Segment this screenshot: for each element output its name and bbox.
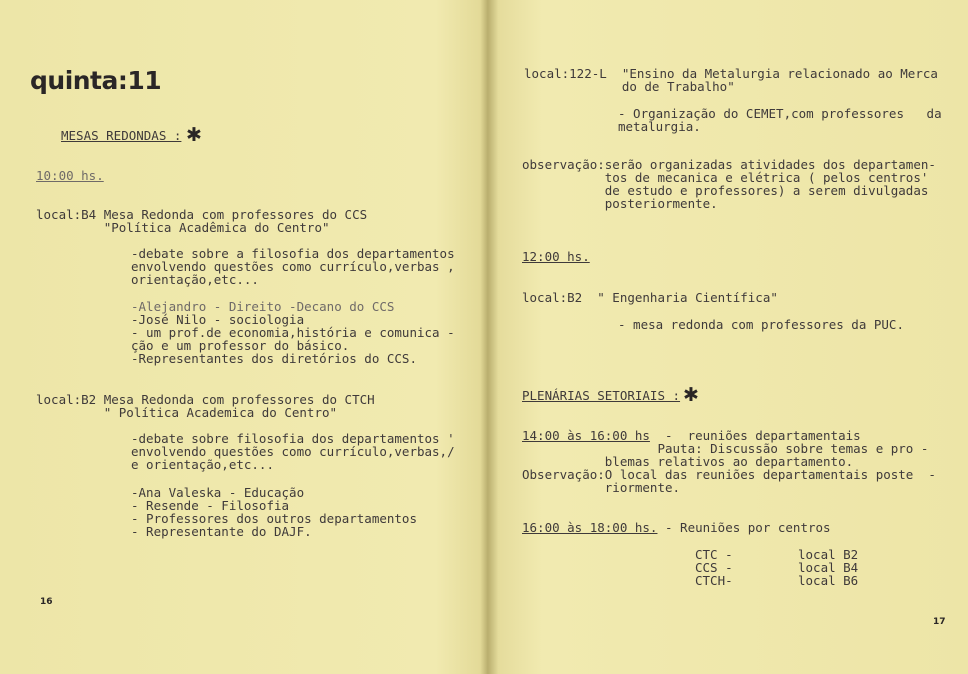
session-header-line: "Política Acadêmica do Centro" [36, 220, 330, 235]
observation-line: Observação:O local das reuniões departamentais poste - [522, 467, 936, 482]
debate-line: envolvendo questões como currículo,verbas,/ [131, 444, 455, 459]
centro-name: CCS - [695, 560, 733, 575]
observation-line: de estudo e professores) a serem divulgadas [522, 183, 929, 198]
block-line: local:B2 " Engenharia Científica" [522, 290, 778, 305]
participant-line: -Alejandro - Direito -Decano do CCS [131, 299, 395, 314]
page-number: 17 [933, 617, 946, 627]
centro-local: local B2 [798, 547, 859, 562]
session-time: 14:00 às 16:00 hs [522, 428, 650, 443]
centro-name: CTCH- [695, 573, 733, 588]
observation-line: observação:serão organizadas atividades dos departamen- [522, 157, 936, 172]
block-detail: - mesa redonda com professores da PUC. [618, 317, 904, 332]
time-line [522, 521, 831, 534]
pauta-line: Pauta: Discussão sobre temas e pro - [522, 441, 929, 456]
block-detail: metalurgia. [618, 119, 701, 134]
participant-line: - um prof.de economia,história e comunica - [131, 325, 455, 340]
session-time: 10:00 hs. [36, 168, 104, 183]
section-title: PLENÁRIAS SETORIAIS : [522, 388, 681, 403]
centro-name: CTC - [695, 547, 733, 562]
observation-line: tos de mecanica e elétrica ( pelos centros' [522, 170, 929, 185]
debate-line: -debate sobre a filosofia dos departamentos [131, 246, 455, 261]
debate-line: e orientação,etc... [131, 457, 274, 472]
block-line: do de Trabalho" [524, 79, 735, 94]
session-header-line: local:B2 Mesa Redonda com professores do CTCH [36, 392, 375, 407]
debate-line: orientação,etc... [131, 272, 259, 287]
participant-line: -Ana Valeska - Educação [131, 485, 305, 500]
time-description: - reuniões departamentais [649, 428, 861, 443]
page-heading: quinta:11 [30, 66, 162, 95]
pauta-line: blemas relativos ao departamento. [522, 454, 854, 469]
session-time: 16:00 às 18:00 hs. [522, 520, 658, 535]
participant-line: - Professores dos outros departamentos [131, 511, 417, 526]
participant-line: - Representante do DAJF. [131, 524, 312, 539]
time-description: - Reuniões por centros [657, 520, 831, 535]
observation-line: riormente. [522, 480, 681, 495]
centro-local: local B6 [798, 573, 859, 588]
star-icon: ✱ [683, 384, 699, 406]
block-line: local:122-L "Ensino da Metalurgia relacionado ao Merca [524, 66, 938, 81]
page-number: 16 [40, 597, 53, 607]
session-header-line: " Política Academica do Centro" [36, 405, 338, 420]
debate-line: envolvendo questões como currículo,verbas , [131, 259, 455, 274]
participant-line: -Representantes dos diretórios do CCS. [131, 351, 417, 366]
debate-line: -debate sobre filosofia dos departamentos ' [131, 431, 455, 446]
participant-line: ção e um professor do básico. [131, 338, 350, 353]
session-time: 12:00 hs. [522, 249, 590, 264]
session-header-line: local:B4 Mesa Redonda com professores do CCS [36, 207, 368, 222]
observation-line: posteriormente. [522, 196, 718, 211]
block-detail: - Organização do CEMET,com professores da [618, 106, 942, 121]
participant-line: -José Nilo - sociologia [131, 312, 305, 327]
participant-line: - Resende - Filosofia [131, 498, 290, 513]
centro-local: local B4 [798, 560, 859, 575]
star-icon: ✱ [186, 124, 202, 146]
section-title: MESAS REDONDAS : [61, 128, 182, 143]
